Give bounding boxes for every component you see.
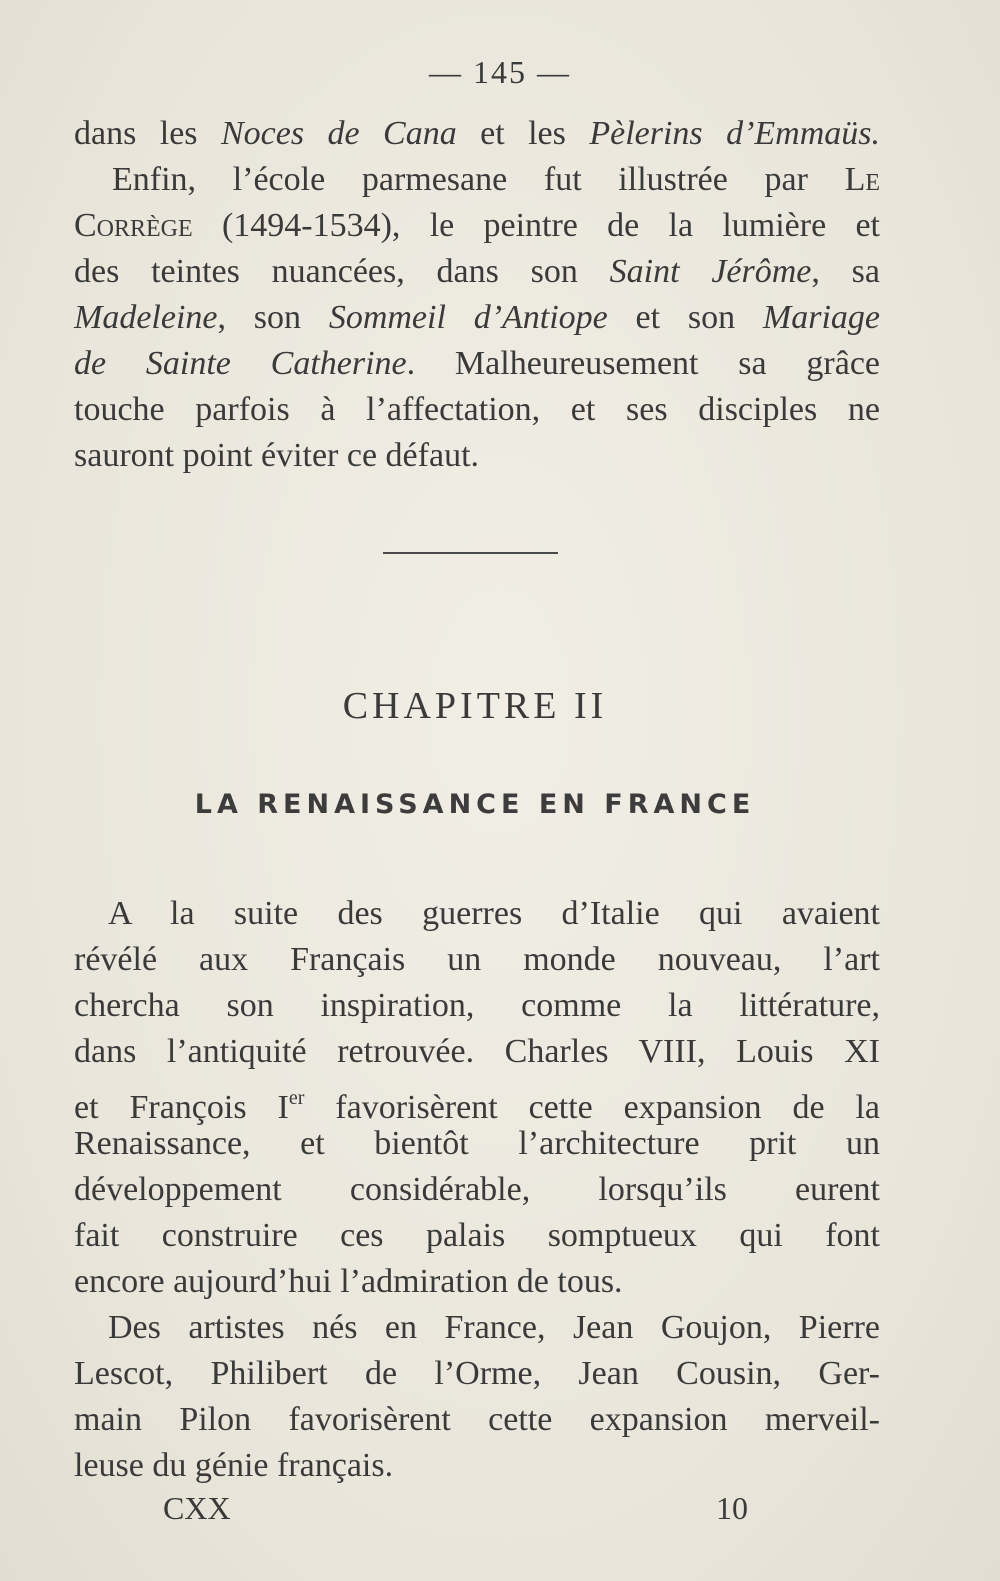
gathering-number: 10	[716, 1490, 748, 1526]
text-line: des teintes nuancées, dans son Saint Jérôme, sa	[74, 253, 880, 290]
section-divider	[383, 552, 558, 554]
artist-name: Le	[844, 161, 880, 198]
text-line: chercha son inspiration, comme la littérature,	[74, 987, 880, 1024]
text-line: dans l’antiquité retrouvée. Charles VIII, Louis XI	[74, 1033, 880, 1070]
artwork-title: Sommeil d’Antiope	[328, 299, 608, 336]
text-line: A la suite des guerres d’Italie qui avaient	[108, 895, 880, 932]
text-line: leuse du génie français.	[74, 1447, 394, 1484]
chapter-title: CHAPITRE II	[342, 685, 608, 727]
page-number: — 145 —	[429, 54, 571, 90]
artwork-title: Saint Jérôme	[609, 253, 812, 290]
text-line: développement considérable, lorsqu’ils eurent	[74, 1171, 880, 1208]
text-line: sauront point éviter ce défaut.	[74, 437, 480, 474]
artwork-title: de Sainte Catherine	[74, 345, 407, 382]
text-line: Lescot, Philibert de l’Orme, Jean Cousin, Ger-	[74, 1355, 880, 1392]
text-line: dans les Noces de Cana et les Pèlerins d’Emmaüs.	[74, 115, 880, 152]
text-line: Madeleine, son Sommeil d’Antiope et son Mariage	[74, 299, 880, 336]
superscript: er	[288, 1087, 305, 1109]
text-line: de Sainte Catherine. Malheureusement sa grâce	[74, 345, 880, 382]
text-line: Renaissance, et bientôt l’architecture prit un	[74, 1125, 880, 1162]
text-line: révélé aux Français un monde nouveau, l’art	[74, 941, 880, 978]
artist-name: Corrège	[74, 207, 193, 244]
text-line: encore aujourd’hui l’admiration de tous.	[74, 1263, 623, 1300]
text-line: Des artistes nés en France, Jean Goujon, Pierre	[108, 1309, 880, 1346]
text-line: et François Ier favorisèrent cette expansion de la	[74, 1087, 881, 1126]
artwork-title: Madeleine	[74, 299, 218, 336]
text-line: main Pilon favorisèrent cette expansion merveil-	[74, 1401, 880, 1438]
artwork-title: Noces de Cana	[220, 115, 457, 152]
text-line: Corrège (1494-1534), le peintre de la lumière et	[74, 207, 880, 244]
signature-mark: CXX	[163, 1490, 231, 1526]
artwork-title: Pèlerins d’Emmaüs.	[589, 115, 880, 152]
text-line: touche parfois à l’affectation, et ses disciples ne	[74, 391, 880, 428]
artwork-title: Mariage	[762, 299, 880, 336]
section-title: LA RENAISSANCE EN FRANCE	[194, 789, 756, 820]
text-line: Enfin, l’école parmesane fut illustrée par Le	[112, 161, 880, 198]
text-line: fait construire ces palais somptueux qui font	[74, 1217, 880, 1254]
